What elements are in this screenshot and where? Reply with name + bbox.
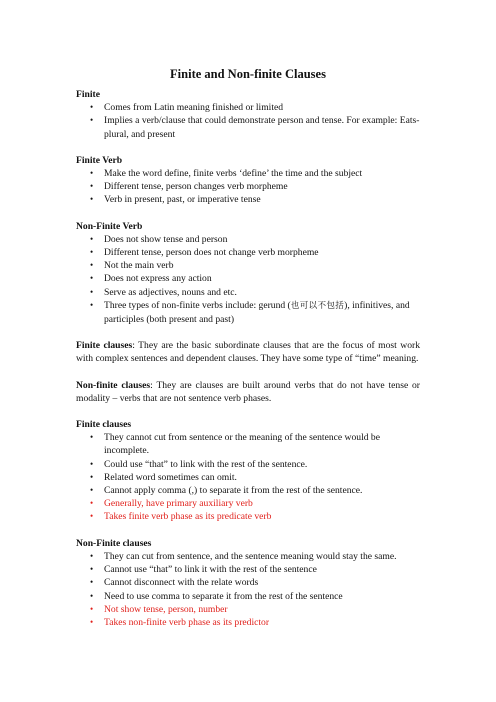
list-item: • Cannot disconnect with the relate words — [76, 576, 420, 589]
definition-term: Non-finite clauses — [76, 379, 151, 391]
list-item: • Not the main verb — [76, 259, 420, 272]
document-title: Finite and Non-finite Clauses — [170, 67, 326, 81]
list-item-highlight: • Not show tense, person, number — [76, 603, 420, 616]
list-item: • Different tense, person changes verb morpheme — [76, 180, 420, 193]
non-finite-clauses-list — [76, 550, 420, 629]
finite-clauses-heading: Finite clauses — [76, 419, 132, 431]
types-text-before: Three types of non-finite verbs include: gerund ( — [104, 299, 291, 311]
finite-list — [76, 101, 420, 141]
list-item-highlight: • Takes finite verb phase as its predicate verb — [76, 510, 420, 523]
finite-clauses-definition — [76, 339, 420, 365]
list-item: • Does not express any action — [76, 272, 420, 285]
list-item: • Cannot use “that” to link it with the rest of the sentence — [76, 563, 420, 576]
list-item-highlight: • Takes non-finite verb phase as its predictor — [76, 616, 420, 629]
list-item: • They can cut from sentence, and the sentence meaning would stay the same. — [76, 550, 420, 563]
finite-clauses-section — [76, 418, 420, 524]
finite-heading: Finite — [76, 89, 100, 100]
list-item: • Need to use comma to separate it from the rest of the sentence — [76, 590, 420, 603]
non-finite-clauses-heading: Non-Finite clauses — [76, 537, 152, 549]
list-item: • Cannot apply comma (,) to separate it from the rest of the sentence. — [76, 484, 420, 497]
definition-term: Finite clauses — [76, 340, 133, 352]
non-finite-clauses-definition — [76, 379, 420, 405]
finite-clauses-list — [76, 431, 420, 523]
finite-verb-heading: Finite Verb — [76, 154, 123, 166]
types-text-after: ), infinitives, and participles (both present and past) — [104, 299, 410, 326]
non-finite-verb-heading: Non-Finite Verb — [76, 220, 143, 232]
list-item: • Implies a verb/clause that could demonstrate person and tense. For example: Eats- plural, and present — [76, 114, 420, 140]
list-item: • Related word sometimes can omit. — [76, 471, 420, 484]
finite-section — [76, 88, 420, 141]
chinese-note: 也可以不包括 — [290, 300, 345, 311]
definition-text: : They are the basic subordinate clauses that are the focus of most work with complex sentences and dependent clauses. They have some type of “time” meaning. — [76, 340, 420, 365]
list-item: • Verb in present, past, or imperative tense — [76, 193, 420, 206]
list-item: • Make the word define, finite verbs ‘define’ the time and the subject — [76, 167, 420, 180]
definition-text: : They are clauses are built around verbs that do not have tense or modality – verbs that are not sentence verb phases. — [76, 379, 420, 404]
document-content — [76, 66, 420, 629]
list-item-highlight: • Generally, have primary auxiliary verb — [76, 497, 420, 510]
finite-verb-section — [76, 154, 420, 207]
non-finite-verb-list — [76, 233, 420, 326]
list-item: • Different tense, person does not change verb morpheme — [76, 246, 420, 259]
list-item: • Could use “that” to link with the rest of the sentence. — [76, 458, 420, 471]
non-finite-clauses-section — [76, 537, 420, 629]
list-item: • Serve as adjectives, nouns and etc. — [76, 286, 420, 299]
list-item: • Does not show tense and person — [76, 233, 420, 246]
finite-verb-list — [76, 167, 420, 207]
non-finite-verb-section — [76, 220, 420, 327]
list-item-types — [76, 299, 420, 326]
list-item: • They cannot cut from sentence or the meaning of the sentence would be incomplete. — [76, 431, 420, 457]
list-item: • Comes from Latin meaning finished or limited — [76, 101, 420, 114]
